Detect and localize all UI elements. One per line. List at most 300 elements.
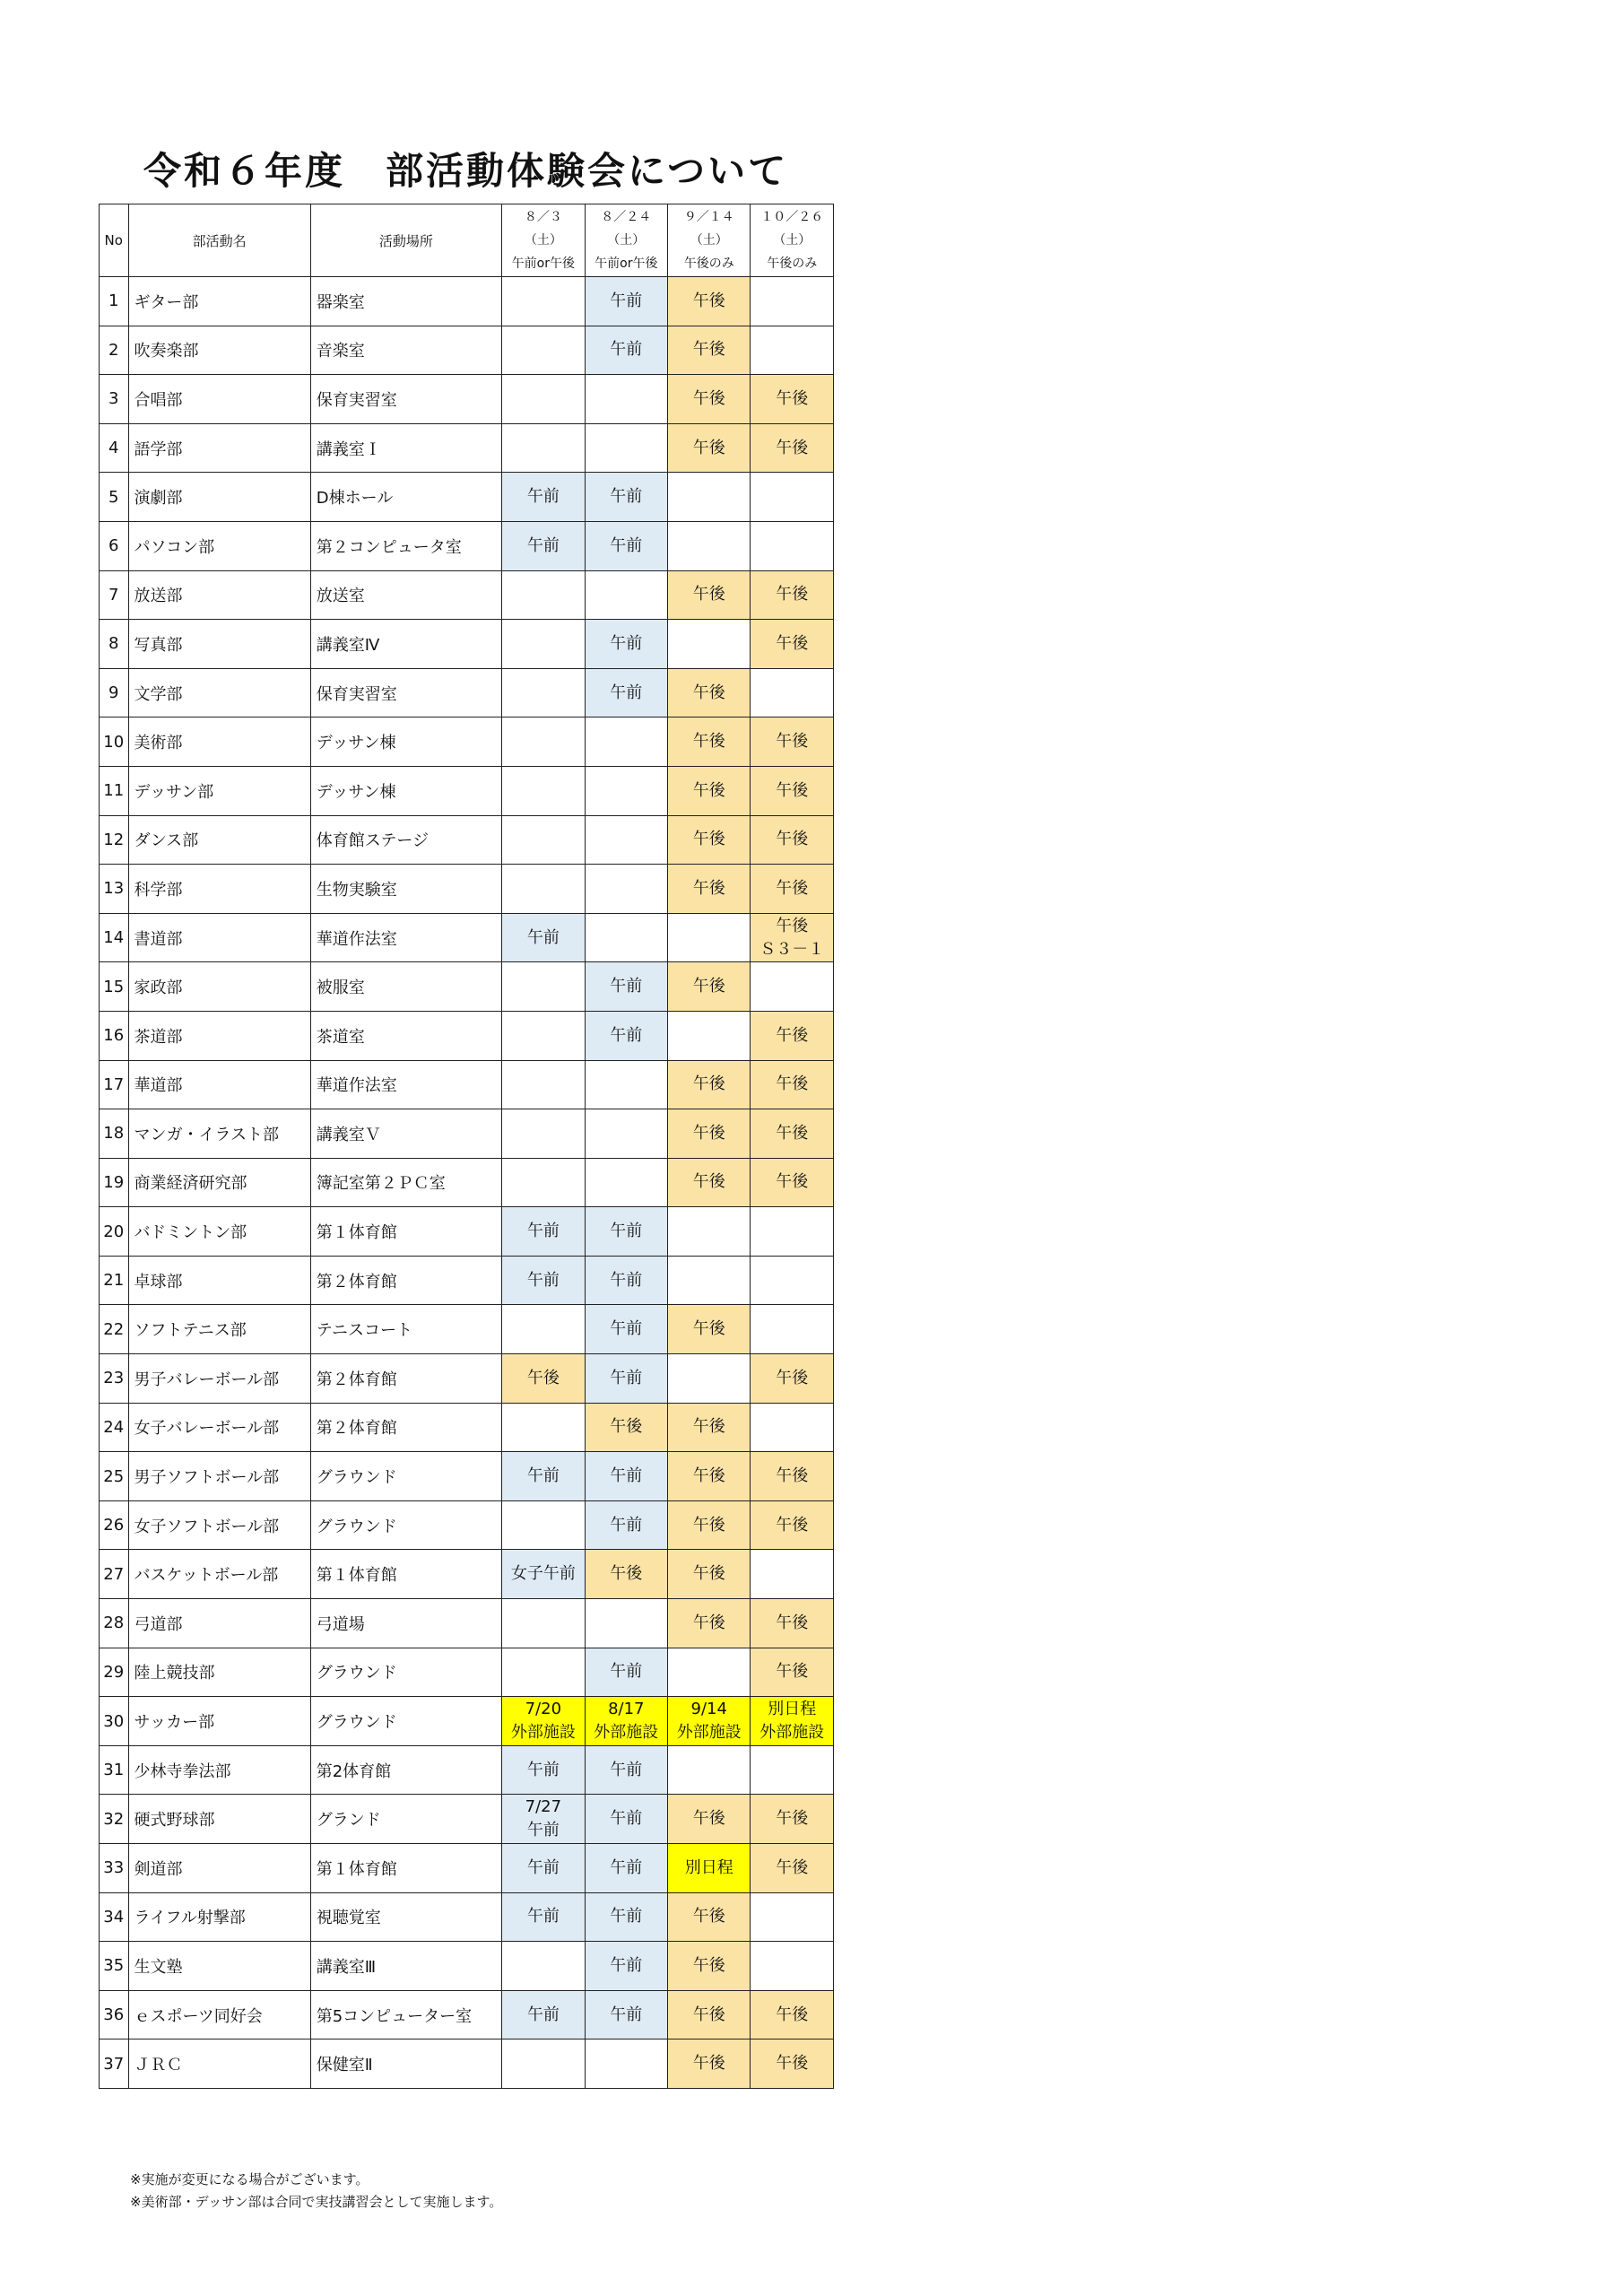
club-name: 語学部: [128, 423, 310, 473]
cell-text: 午後: [776, 1613, 809, 1632]
schedule-cell: [668, 1892, 751, 1942]
table-row: [100, 1844, 834, 1893]
table-row: [100, 1795, 834, 1844]
cell-text: 午前: [610, 487, 643, 507]
row-number: 7: [100, 570, 129, 620]
club-name: 写真部: [128, 620, 310, 669]
table-row: [100, 570, 834, 620]
cell-text: 午後: [776, 1466, 809, 1486]
schedule-cell: [751, 620, 834, 669]
schedule-cell: [502, 620, 585, 669]
schedule-cell: [668, 2039, 751, 2089]
activity-place: 体育館ステージ: [310, 815, 501, 865]
cell-text: 外部施設: [510, 1723, 576, 1743]
table-row: [100, 1599, 834, 1648]
cell-text: 午前: [610, 1368, 643, 1387]
schedule-cell: [751, 718, 834, 767]
schedule-cell: [751, 1109, 834, 1159]
schedule-cell: [668, 668, 751, 718]
cell-text: 午前: [526, 2005, 560, 2024]
schedule-cell: [668, 766, 751, 815]
club-name: パソコン部: [128, 521, 310, 570]
row-number: 20: [100, 1207, 129, 1257]
cell-text: 午前: [610, 1025, 643, 1045]
schedule-cell: [502, 423, 585, 473]
schedule-cell: [668, 1158, 751, 1207]
cell-text: 午前: [526, 535, 560, 555]
schedule-cell: [751, 473, 834, 522]
table-row: [100, 865, 834, 914]
cell-text: 午後: [692, 1809, 725, 1829]
schedule-cell: [585, 1795, 667, 1844]
club-name: 茶道部: [128, 1011, 310, 1060]
schedule-cell: [751, 1452, 834, 1501]
schedule-cell: [502, 1844, 585, 1893]
schedule-cell: [585, 326, 667, 375]
club-name: 放送部: [128, 570, 310, 620]
club-name: デッサン部: [128, 766, 310, 815]
schedule-cell: [585, 668, 667, 718]
activity-place: 放送室: [310, 570, 501, 620]
row-number: 37: [100, 2039, 129, 2089]
club-name: 陸上競技部: [128, 1648, 310, 1697]
schedule-cell: [585, 423, 667, 473]
cell-text: 午後: [692, 2005, 725, 2024]
schedule-cell: [668, 1745, 751, 1795]
schedule-cell: [502, 718, 585, 767]
schedule-cell: [585, 473, 667, 522]
schedule-cell: [585, 1599, 667, 1648]
cell-text: 午後: [692, 2054, 725, 2074]
cell-text: 午前: [610, 1760, 643, 1779]
table-row: [100, 375, 834, 424]
cell-text: 午後: [776, 732, 809, 752]
row-number: 29: [100, 1648, 129, 1697]
schedule-cell: [751, 1060, 834, 1109]
club-name: サッカー部: [128, 1697, 310, 1746]
schedule-cell: [502, 1550, 585, 1599]
schedule-cell: [502, 570, 585, 620]
schedule-cell: [668, 570, 751, 620]
row-number: 26: [100, 1500, 129, 1550]
schedule-cell: [585, 1892, 667, 1942]
schedule-cell: [668, 277, 751, 326]
club-name: 弓道部: [128, 1599, 310, 1648]
schedule-cell: [585, 1648, 667, 1697]
schedule-cell: [751, 1500, 834, 1550]
activity-place: D棟ホール: [310, 473, 501, 522]
club-name: 文学部: [128, 668, 310, 718]
club-name: 男子バレーボール部: [128, 1354, 310, 1404]
cell-text: 午後: [692, 1172, 725, 1192]
cell-text: 午後: [692, 1466, 725, 1486]
header-date-4: [751, 204, 834, 277]
activity-place: 視聴覚室: [310, 1892, 501, 1942]
table-row: [100, 277, 834, 326]
time-note: 午後のみ: [767, 257, 818, 271]
activity-place: 弓道場: [310, 1599, 501, 1648]
schedule-cell: [585, 1844, 667, 1893]
cell-text: 午前: [610, 2005, 643, 2024]
cell-text: 9/14: [690, 1700, 727, 1719]
table-row: [100, 620, 834, 669]
cell-text: 午前: [610, 291, 643, 310]
schedule-body: [100, 277, 834, 2089]
cell-text: 別日程: [768, 1700, 817, 1719]
cell-text: 8/17: [608, 1700, 645, 1719]
cell-text: 7/20: [525, 1700, 562, 1719]
cell-text: 午後: [776, 388, 809, 408]
cell-text: 外部施設: [759, 1723, 825, 1743]
schedule-cell: [585, 1060, 667, 1109]
cell-text: 午前: [526, 487, 560, 507]
schedule-cell: [585, 1745, 667, 1795]
table-row: [100, 1745, 834, 1795]
schedule-cell: [585, 1942, 667, 1991]
schedule-cell: [502, 2039, 585, 2089]
schedule-cell: [751, 326, 834, 375]
day-label: （土）: [524, 233, 562, 248]
schedule-cell: [751, 1354, 834, 1404]
cell-text: 午後: [692, 1613, 725, 1632]
schedule-cell: [585, 277, 667, 326]
cell-text: 午前: [526, 1270, 560, 1290]
club-name: バドミントン部: [128, 1207, 310, 1257]
schedule-cell: [751, 668, 834, 718]
row-number: 25: [100, 1452, 129, 1501]
day-label: （土）: [773, 233, 812, 248]
day-label: （土）: [607, 233, 646, 248]
header-no: No: [100, 204, 129, 277]
table-row: [100, 1256, 834, 1305]
row-number: 16: [100, 1011, 129, 1060]
cell-text: 外部施設: [676, 1723, 742, 1743]
schedule-cell: [668, 1599, 751, 1648]
club-name: 吹奏楽部: [128, 326, 310, 375]
cell-text: 午後: [776, 1809, 809, 1829]
activity-place: グラウンド: [310, 1648, 501, 1697]
schedule-cell: [502, 326, 585, 375]
schedule-cell: [751, 1256, 834, 1305]
time-note: 午前or午後: [511, 257, 575, 271]
schedule-cell: [585, 1500, 667, 1550]
schedule-cell: [502, 1452, 585, 1501]
schedule-cell: [751, 1599, 834, 1648]
schedule-cell: [668, 620, 751, 669]
row-number: 31: [100, 1745, 129, 1795]
schedule-cell: [751, 1990, 834, 2039]
table-row: [100, 1109, 834, 1159]
activity-place: 茶道室: [310, 1011, 501, 1060]
club-name: 男子ソフトボール部: [128, 1452, 310, 1501]
schedule-cell: [585, 375, 667, 424]
cell-text: 午後: [692, 1907, 725, 1926]
activity-place: 保健室Ⅱ: [310, 2039, 501, 2089]
schedule-table: [99, 204, 834, 2089]
schedule-cell: [585, 1207, 667, 1257]
schedule-cell: [585, 1109, 667, 1159]
cell-text: 午前: [610, 633, 643, 653]
cell-text: 午後: [776, 830, 809, 849]
schedule-cell: [668, 1500, 751, 1550]
activity-place: グラウンド: [310, 1697, 501, 1746]
schedule-cell: [502, 1109, 585, 1159]
schedule-cell: [502, 1158, 585, 1207]
activity-place: 簿記室第２ＰＣ室: [310, 1158, 501, 1207]
schedule-cell: [751, 277, 834, 326]
table-row: [100, 521, 834, 570]
cell-text: 午前: [526, 1222, 560, 1241]
schedule-cell: [668, 1697, 751, 1746]
schedule-cell: [751, 1844, 834, 1893]
schedule-cell: [502, 1305, 585, 1354]
activity-place: 第２体育館: [310, 1354, 501, 1404]
table-row: [100, 1697, 834, 1746]
row-number: 9: [100, 668, 129, 718]
schedule-cell: [502, 865, 585, 914]
cell-text: 午後: [610, 1417, 643, 1437]
schedule-cell: [668, 1354, 751, 1404]
club-name: 家政部: [128, 962, 310, 1012]
header-row: [100, 204, 834, 277]
schedule-cell: [751, 1207, 834, 1257]
table-row: [100, 913, 834, 962]
cell-text: 午後: [692, 1564, 725, 1584]
activity-place: テニスコート: [310, 1305, 501, 1354]
cell-text: 午後: [776, 633, 809, 653]
cell-text: 午後: [776, 1368, 809, 1387]
cell-text: 午前: [610, 1222, 643, 1241]
table-row: [100, 962, 834, 1012]
schedule-cell: [502, 1207, 585, 1257]
table-row: [100, 473, 834, 522]
schedule-cell: [502, 1648, 585, 1697]
schedule-cell: [668, 815, 751, 865]
schedule-cell: [751, 1697, 834, 1746]
schedule-cell: [585, 766, 667, 815]
activity-place: グラウンド: [310, 1452, 501, 1501]
table-row: [100, 766, 834, 815]
cell-text: 午後: [692, 1074, 725, 1094]
cell-text: 午前: [526, 1466, 560, 1486]
schedule-cell: [502, 1256, 585, 1305]
cell-text: 午後: [776, 1074, 809, 1094]
schedule-cell: [668, 1990, 751, 2039]
cell-text: 午後: [692, 878, 725, 898]
table-row: [100, 1011, 834, 1060]
cell-text: 午後: [692, 585, 725, 604]
schedule-cell: [668, 1550, 751, 1599]
cell-text: 午後: [776, 780, 809, 800]
table-row: [100, 326, 834, 375]
club-name: 女子バレーボール部: [128, 1403, 310, 1452]
time-note: 午前or午後: [595, 257, 658, 271]
cell-text: 午後: [692, 1123, 725, 1143]
schedule-cell: [668, 1060, 751, 1109]
schedule-cell: [502, 962, 585, 1012]
schedule-cell: [585, 962, 667, 1012]
time-note: 午後のみ: [683, 257, 734, 271]
cell-text: 午後: [692, 291, 725, 310]
club-name: 卓球部: [128, 1256, 310, 1305]
schedule-cell: [502, 521, 585, 570]
row-number: 2: [100, 326, 129, 375]
cell-text: 午後: [610, 1564, 643, 1584]
footnote: ※実施が変更になる場合がございます。: [130, 2171, 369, 2187]
table-row: [100, 2039, 834, 2089]
club-name: 美術部: [128, 718, 310, 767]
table-row: [100, 1500, 834, 1550]
schedule-cell: [502, 1354, 585, 1404]
row-number: 1: [100, 277, 129, 326]
schedule-cell: [585, 1256, 667, 1305]
row-number: 24: [100, 1403, 129, 1452]
schedule-cell: [502, 1599, 585, 1648]
cell-text: 外部施設: [594, 1723, 659, 1743]
schedule-cell: [668, 1256, 751, 1305]
day-label: （土）: [690, 233, 728, 248]
schedule-cell: [502, 1500, 585, 1550]
schedule-cell: [668, 865, 751, 914]
table-row: [100, 1648, 834, 1697]
cell-text: 午後: [692, 977, 725, 996]
header-club: 部活動名: [128, 204, 310, 277]
cell-text: 午後: [776, 878, 809, 898]
row-number: 30: [100, 1697, 129, 1746]
schedule-cell: [585, 1990, 667, 2039]
row-number: 18: [100, 1109, 129, 1159]
cell-text: 午後: [692, 340, 725, 360]
activity-place: 生物実験室: [310, 865, 501, 914]
row-number: 28: [100, 1599, 129, 1648]
activity-place: 第１体育館: [310, 1207, 501, 1257]
cell-text: 午後: [692, 388, 725, 408]
activity-place: 第2体育館: [310, 1745, 501, 1795]
cell-text: 午前: [526, 1760, 560, 1779]
schedule-cell: [668, 1305, 751, 1354]
activity-place: グラウンド: [310, 1500, 501, 1550]
schedule-cell: [668, 423, 751, 473]
cell-text: 午後: [692, 732, 725, 752]
table-row: [100, 1158, 834, 1207]
cell-text: 午後: [776, 2005, 809, 2024]
cell-text: 午後: [776, 1025, 809, 1045]
schedule-cell: [585, 1452, 667, 1501]
schedule-cell: [751, 1892, 834, 1942]
activity-place: 被服室: [310, 962, 501, 1012]
date-label: ９／１４: [683, 210, 734, 224]
table-row: [100, 1403, 834, 1452]
activity-place: 第２コンピュータ室: [310, 521, 501, 570]
schedule-cell: [585, 2039, 667, 2089]
schedule-cell: [668, 1011, 751, 1060]
schedule-cell: [668, 1403, 751, 1452]
cell-text: 午前: [610, 1270, 643, 1290]
club-name: バスケットボール部: [128, 1550, 310, 1599]
activity-place: 音楽室: [310, 326, 501, 375]
schedule-cell: [585, 1305, 667, 1354]
row-number: 36: [100, 1990, 129, 2039]
schedule-cell: [502, 1011, 585, 1060]
activity-place: 講義室Ⅲ: [310, 1942, 501, 1991]
club-name: 生文塾: [128, 1942, 310, 1991]
activity-place: 第１体育館: [310, 1550, 501, 1599]
footnote: ※美術部・デッサン部は合同で実技講習会として実施します。: [130, 2194, 503, 2210]
club-name: 女子ソフトボール部: [128, 1500, 310, 1550]
cell-text: 午前: [610, 340, 643, 360]
cell-text: 午前: [526, 1857, 560, 1877]
schedule-cell: [751, 1550, 834, 1599]
cell-text: 別日程: [684, 1857, 733, 1877]
table-row: [100, 1550, 834, 1599]
cell-text: 午後: [776, 1515, 809, 1535]
schedule-cell: [751, 962, 834, 1012]
row-number: 13: [100, 865, 129, 914]
schedule-cell: [502, 1892, 585, 1942]
row-number: 35: [100, 1942, 129, 1991]
cell-text: 午前: [526, 1821, 560, 1840]
row-number: 6: [100, 521, 129, 570]
club-name: 華道部: [128, 1060, 310, 1109]
schedule-cell: [668, 473, 751, 522]
cell-text: 午前: [610, 1955, 643, 1975]
table-row: [100, 1452, 834, 1501]
schedule-cell: [751, 1648, 834, 1697]
cell-text: 午後: [776, 1857, 809, 1877]
cell-text: 午前: [610, 1809, 643, 1829]
schedule-cell: [585, 913, 667, 962]
cell-text: 午後: [692, 830, 725, 849]
schedule-cell: [502, 1745, 585, 1795]
schedule-cell: [751, 375, 834, 424]
footnotes: [130, 2169, 502, 2213]
cell-text: 午前: [610, 1466, 643, 1486]
cell-text: 午後: [776, 438, 809, 457]
schedule-cell: [585, 1403, 667, 1452]
date-label: ８／３: [524, 210, 562, 224]
cell-text: 午後: [692, 1417, 725, 1437]
activity-place: デッサン棟: [310, 718, 501, 767]
schedule-cell: [502, 375, 585, 424]
activity-place: 保育実習室: [310, 668, 501, 718]
cell-text: 7/27: [525, 1797, 562, 1817]
cell-text: 午後: [692, 683, 725, 702]
schedule-cell: [502, 277, 585, 326]
cell-text: 午後: [776, 916, 809, 935]
club-name: ダンス部: [128, 815, 310, 865]
table-row: [100, 815, 834, 865]
club-name: 科学部: [128, 865, 310, 914]
table-row: [100, 1892, 834, 1942]
row-number: 19: [100, 1158, 129, 1207]
date-label: １０／２６: [760, 210, 824, 224]
club-name: ギター部: [128, 277, 310, 326]
schedule-cell: [585, 1697, 667, 1746]
header-place: 活動場所: [310, 204, 501, 277]
activity-place: 講義室Ⅳ: [310, 620, 501, 669]
schedule-cell: [751, 1305, 834, 1354]
schedule-cell: [668, 962, 751, 1012]
schedule-cell: [585, 865, 667, 914]
cell-text: 午前: [610, 1515, 643, 1535]
schedule-cell: [585, 1158, 667, 1207]
row-number: 27: [100, 1550, 129, 1599]
schedule-cell: [751, 423, 834, 473]
schedule-cell: [668, 913, 751, 962]
table-row: [100, 1354, 834, 1404]
row-number: 4: [100, 423, 129, 473]
club-name: 書道部: [128, 913, 310, 962]
